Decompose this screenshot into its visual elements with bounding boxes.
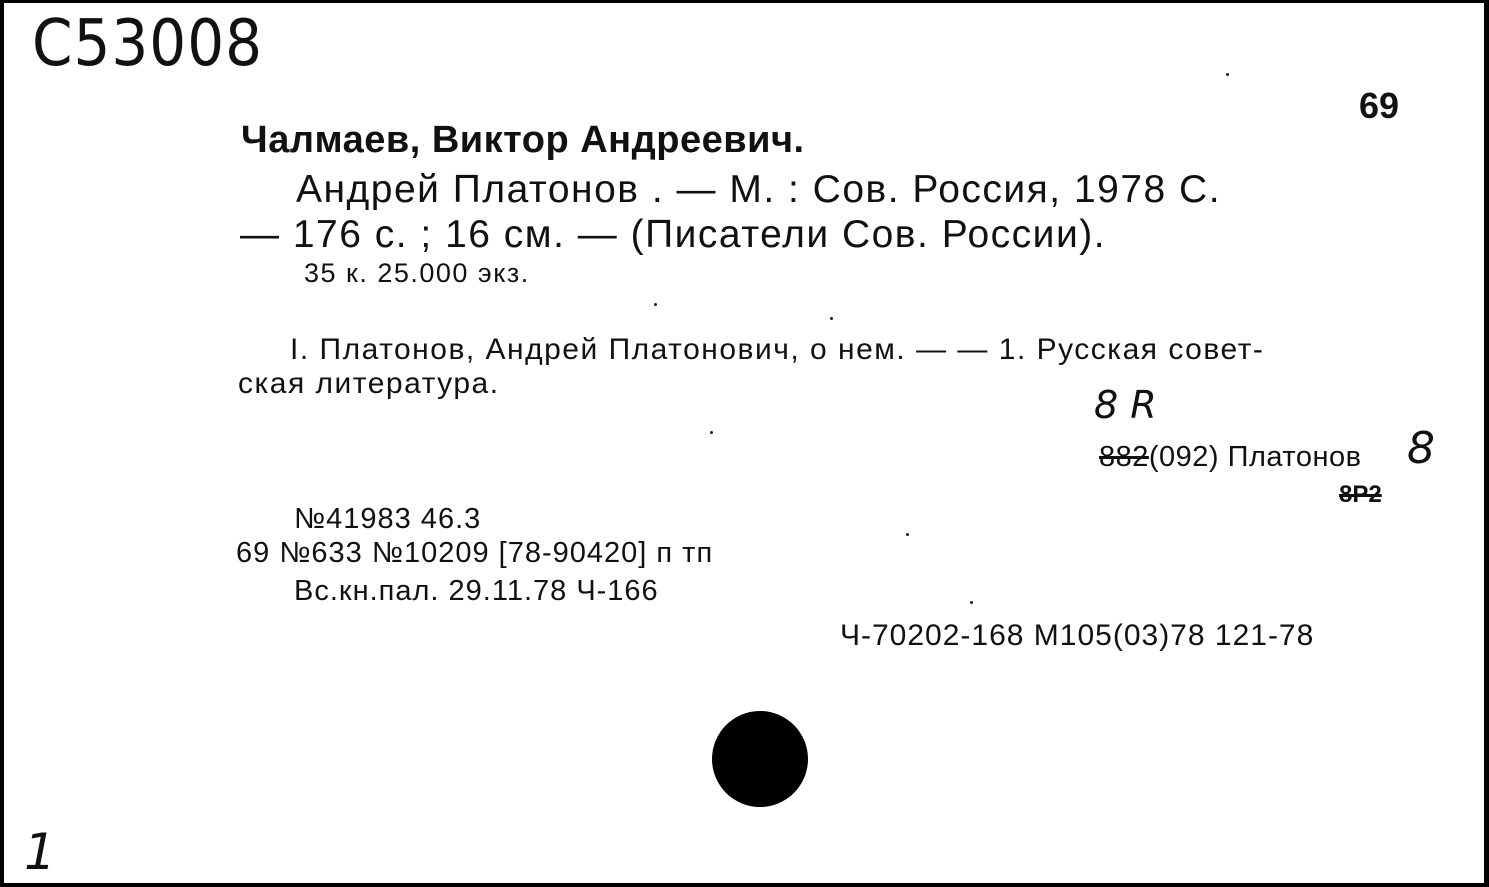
price-print-run-line: 35 к. 25.000 экз. (304, 258, 530, 288)
handwritten-call-number: С53008 (32, 5, 264, 81)
handwritten-classification: 8 R (1094, 383, 1157, 427)
speck (830, 317, 833, 320)
registration-number-line: №41983 46.3 (294, 503, 482, 535)
class-number-rest: (092) Платонов (1148, 441, 1362, 473)
speck (1226, 73, 1229, 76)
card-punch-hole (712, 711, 808, 807)
speck (654, 303, 657, 306)
subject-tracing-line-continued: ская литература. (238, 367, 500, 400)
handwritten-corner-mark: 1 (24, 823, 56, 881)
struck-class-number-2: 8Р2 (1339, 481, 1382, 508)
registration-details-line: 69 №633 №10209 [78-90420] п тп (236, 537, 714, 569)
author-heading: Чалмаев, Виктор Андреевич. (241, 119, 805, 161)
print-code-line: Ч-70202-168 М105(03)78 121-78 (840, 619, 1315, 652)
handwritten-mark: 8 (1407, 423, 1435, 474)
catalog-card (4, 3, 1484, 883)
book-chamber-line: Вс.кн.пал. 29.11.78 Ч-166 (294, 575, 659, 607)
classification-line (1099, 441, 1362, 474)
speck (710, 431, 713, 434)
card-page-number: 69 (1359, 85, 1400, 126)
subject-tracing-line: I. Платонов, Андрей Платонович, о нем. — — 1. Русская совет- (290, 333, 1265, 366)
extent-series-line: — 176 с. ; 16 см. — (Писатели Сов. России). (240, 213, 1107, 256)
title-line: Андрей Платонов . — М. : Сов. Россия, 1978 С. (296, 168, 1222, 211)
speck (906, 533, 909, 536)
speck (970, 601, 973, 604)
struck-class-number: 882 (1099, 441, 1149, 473)
